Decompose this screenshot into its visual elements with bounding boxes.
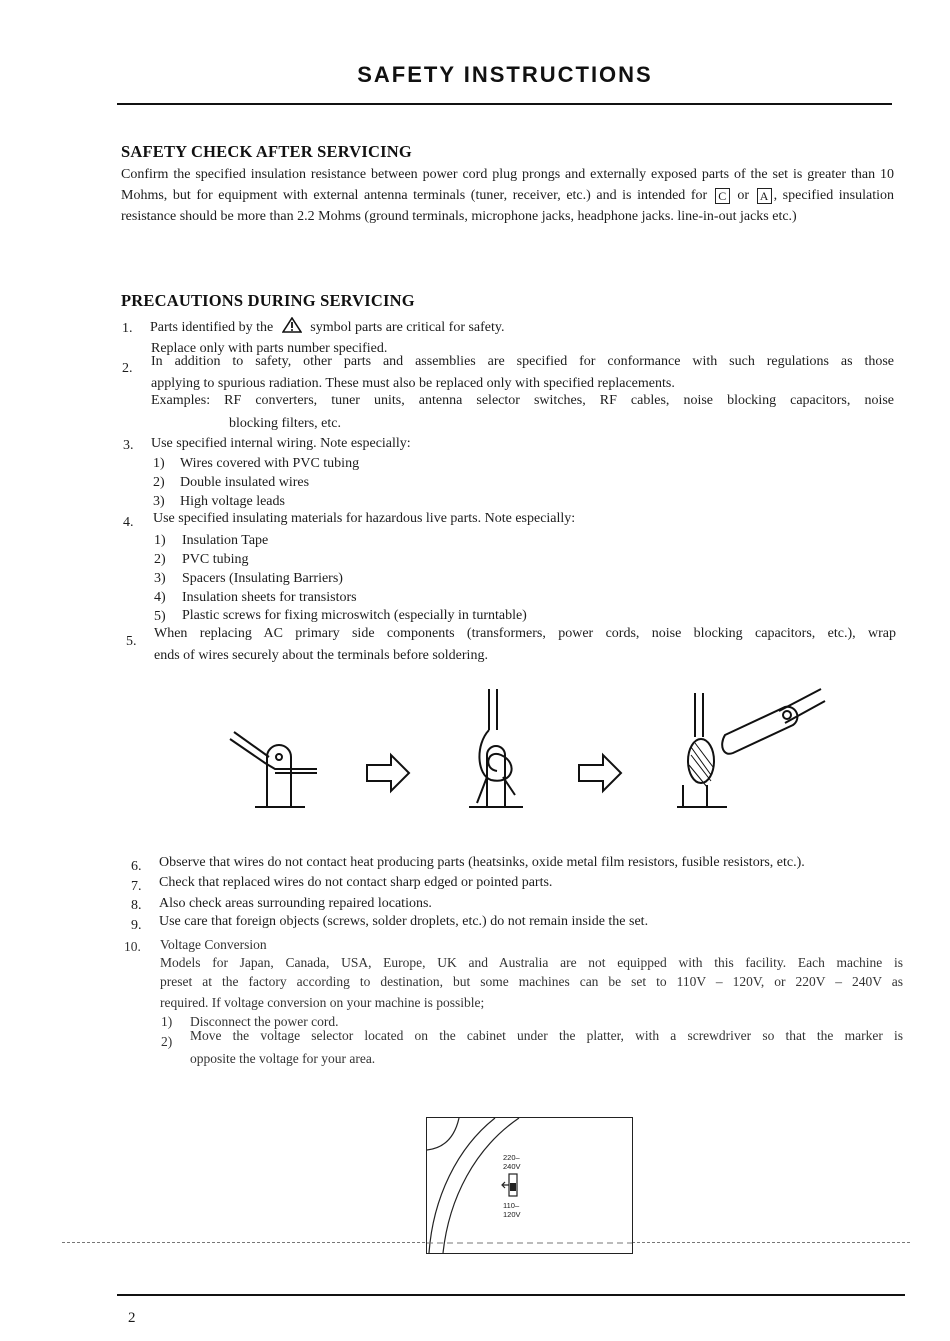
sub-text: Wires covered with PVC tubing (180, 456, 360, 471)
item-number: 10. (124, 939, 141, 954)
item-number: 8. (131, 898, 142, 913)
sub-text: Spacers (Insulating Barriers) (182, 571, 343, 586)
sub-number: 1) (153, 456, 165, 471)
sub-text: PVC tubing (182, 552, 249, 567)
item-text: When replacing AC primary side components (transformers, power cords, noise blocking capacitors, etc.), wrap (154, 626, 896, 641)
voltage-switch-icon (501, 1171, 523, 1201)
class-c-box: C (715, 188, 730, 204)
or-word: or (737, 188, 750, 203)
sub-number: 3) (153, 494, 165, 509)
sub-text: opposite the voltage for your area. (190, 1051, 376, 1066)
item-text: required. If voltage conversion on your machine is possible; (160, 995, 485, 1010)
item-number: 4. (123, 515, 134, 530)
warning-triangle-icon (282, 317, 302, 333)
voltage-label-low: 120V (503, 1210, 521, 1219)
item-text: Use specified internal wiring. Note especially: (151, 436, 411, 451)
voltage-label-high: 220– (503, 1153, 520, 1162)
item-text: applying to spurious radiation. These must also be replaced only with specified replacements. (151, 376, 675, 391)
item-number: 7. (131, 879, 142, 894)
item-text: Examples: RF converters, tuner units, antenna selector switches, RF cables, noise blocking capacitors, noise (151, 393, 894, 408)
footer-rule (117, 1294, 905, 1296)
page-title: SAFETY INSTRUCTIONS (357, 62, 653, 87)
terminal-wrapped-icon (469, 689, 523, 807)
sub-text: Plastic screws for fixing microswitch (especially in turntable) (182, 608, 527, 623)
voltage-label-high: 240V (503, 1162, 521, 1171)
safety-check-text-a: Confirm the specified insulation resistance between power cord plug prongs and externally exposed parts of the set is greater than 10 Mohms, but for equipment with external antenna terminals (tuner, receiver, etc.) and is intended for (121, 167, 894, 203)
sub-number: 2) (153, 475, 165, 490)
item-number: 6. (131, 859, 142, 874)
item-number: 1. (122, 321, 133, 336)
title-rule (117, 103, 892, 105)
list-item (150, 317, 505, 337)
arrow-right-icon (579, 755, 621, 791)
terminal-unwrapped-icon (230, 732, 317, 807)
sub-number: 2) (154, 552, 166, 567)
item-text: Replace only with parts number specified. (151, 341, 388, 356)
sub-number: 1) (161, 1014, 173, 1029)
item-text: Models for Japan, Canada, USA, Europe, UK and Australia are not equipped with this facility. Each machine is (160, 955, 903, 970)
item-text: symbol parts are critical for safety. (310, 320, 505, 335)
sub-text: Double insulated wires (180, 475, 310, 490)
page-number: 2 (128, 1310, 136, 1326)
item-text: In addition to safety, other parts and assemblies are specified for conformance with such regulations as those (151, 354, 894, 369)
sub-number: 3) (154, 571, 166, 586)
voltage-label-low: 110– (503, 1201, 520, 1210)
item-text: Use care that foreign objects (screws, solder droplets, etc.) do not remain inside the set. (159, 914, 649, 929)
sub-number: 2) (161, 1034, 173, 1049)
sub-text: Insulation sheets for transistors (182, 590, 357, 605)
item-text: preset at the factory according to destination, but some machines can be set to 110V – 120V, or 220V – 240V as (160, 974, 903, 989)
item-text: Also check areas surrounding repaired locations. (159, 896, 432, 911)
item-text: ends of wires securely about the terminals before soldering. (154, 648, 488, 663)
item-text: Observe that wires do not contact heat producing parts (heatsinks, oxide metal film resistors, fusible resistors, etc.). (159, 855, 805, 870)
item-number: 2. (122, 361, 133, 376)
wire-wrap-illustration (225, 685, 835, 815)
sub-number: 5) (154, 609, 166, 624)
precautions-heading: PRECAUTIONS DURING SERVICING (121, 291, 415, 310)
sub-text: Disconnect the power cord. (190, 1014, 339, 1029)
item-number: 5. (126, 634, 137, 649)
item-number: 3. (123, 438, 134, 453)
item-text: blocking filters, etc. (229, 416, 341, 431)
sub-number: 1) (154, 533, 166, 548)
safety-check-text (121, 164, 894, 227)
item-text: Check that replaced wires do not contact sharp edged or pointed parts. (159, 875, 553, 890)
sub-text: High voltage leads (180, 494, 285, 509)
item-number: 9. (131, 918, 142, 933)
platter-edge-icon (427, 1118, 632, 1253)
safety-check-heading: SAFETY CHECK AFTER SERVICING (121, 142, 412, 161)
item-text: Parts identified by the (150, 320, 274, 335)
item-text: Voltage Conversion (160, 937, 267, 952)
sub-text: Move the voltage selector located on the cabinet under the platter, with a screwdriver so that the marker is (190, 1028, 903, 1043)
sub-number: 4) (154, 590, 166, 605)
sub-text: Insulation Tape (182, 533, 269, 548)
class-a-box: A (757, 188, 772, 204)
safety-check-text-b: , specified insulation resistance should be more than 2.2 Mohms (ground terminals, microphone jacks, headphone jacks. line-in-out jacks etc.) (121, 188, 894, 224)
item-text: Use specified insulating materials for hazardous live parts. Note especially: (153, 511, 576, 526)
arrow-right-icon (367, 755, 409, 791)
voltage-selector-figure (426, 1117, 633, 1254)
soldering-iron-icon (677, 689, 825, 807)
